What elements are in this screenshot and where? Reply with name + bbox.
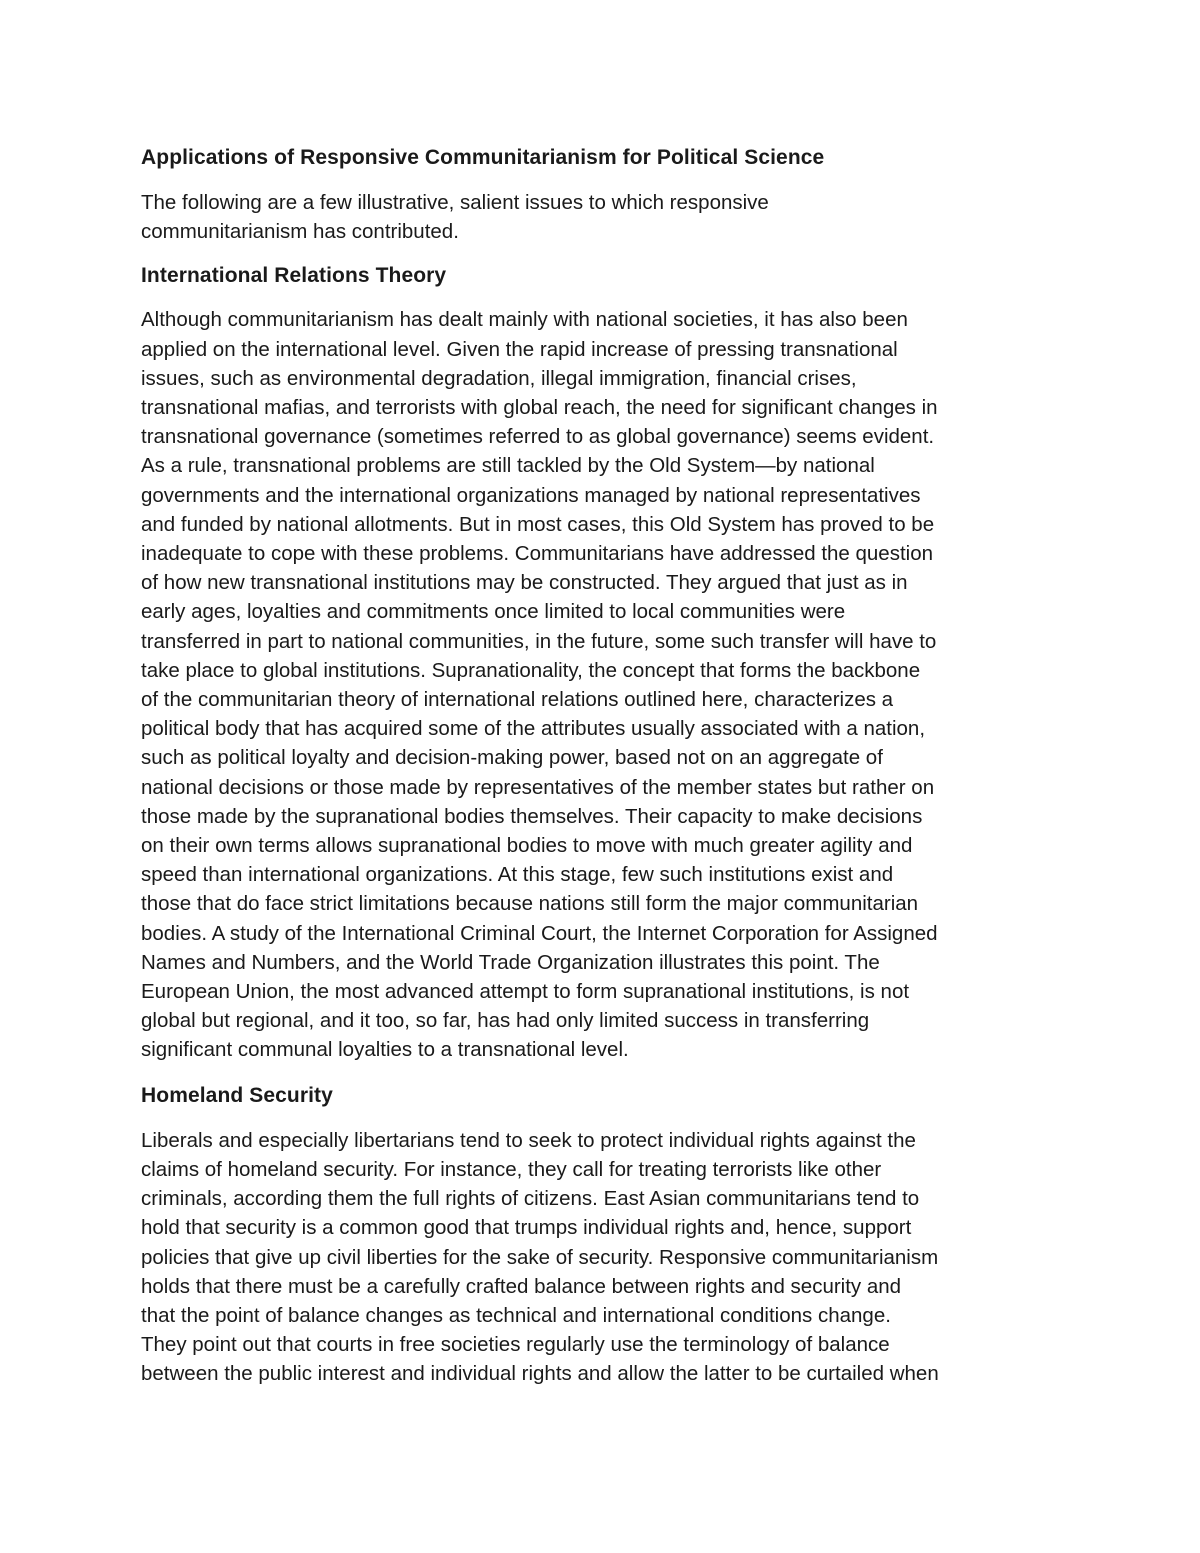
body-text-line: hold that security is a common good that trumps individual rights and, hence, support bbox=[141, 1216, 912, 1240]
body-text-line: criminals, according them the full rights of citizens. East Asian communitarians tend to bbox=[141, 1187, 920, 1211]
body-text-line: holds that there must be a carefully crafted balance between rights and security and bbox=[141, 1274, 902, 1298]
body-text-line: applied on the international level. Given the rapid increase of pressing transnational bbox=[141, 337, 898, 361]
body-text-line: speed than international organizations. At this stage, few such institutions exist and bbox=[141, 863, 894, 887]
body-text-line: and funded by national allotments. But in most cases, this Old System has proved to be bbox=[141, 512, 935, 536]
section-heading-international-relations: International Relations Theory bbox=[141, 264, 447, 288]
body-text-line: claims of homeland security. For instance, they call for treating terrorists like other bbox=[141, 1157, 882, 1181]
body-text-line: transnational governance (sometimes referred to as global governance) seems evident. bbox=[141, 425, 935, 449]
body-text-line: that the point of balance changes as technical and international conditions change. bbox=[141, 1303, 891, 1327]
body-text-line: transferred in part to national communities, in the future, some such transfer will have to bbox=[141, 629, 937, 653]
body-text-line: policies that give up civil liberties for the sake of security. Responsive communitarianism bbox=[141, 1245, 939, 1269]
body-text-line: those made by the supranational bodies themselves. Their capacity to make decisions bbox=[141, 804, 923, 828]
document-content bbox=[141, 143, 1061, 1389]
body-text-line: As a rule, transnational problems are still tackled by the Old System—by national bbox=[141, 454, 875, 478]
body-text-line: political body that has acquired some of the attributes usually associated with a nation, bbox=[141, 717, 926, 741]
body-text-line: between the public interest and individual rights and allow the latter to be curtailed when bbox=[141, 1362, 939, 1386]
body-text-line: bodies. A study of the International Criminal Court, the Internet Corporation for Assigned bbox=[141, 921, 938, 945]
body-text-line: national decisions or those made by representatives of the member states but rather on bbox=[141, 775, 935, 799]
intro-line: The following are a few illustrative, salient issues to which responsive bbox=[141, 191, 769, 214]
body-text-line: Names and Numbers, and the World Trade Organization illustrates this point. The bbox=[141, 950, 880, 974]
body-text-line: governments and the international organizations managed by national representatives bbox=[141, 483, 921, 507]
body-text-line: significant communal loyalties to a transnational level. bbox=[141, 1038, 629, 1062]
section-body-homeland-security bbox=[141, 1126, 1061, 1389]
body-text-line: global but regional, and it too, so far, has had only limited success in transferring bbox=[141, 1009, 870, 1033]
body-text-line: issues, such as environmental degradation, illegal immigration, financial crises, bbox=[141, 366, 857, 390]
body-text-line: European Union, the most advanced attempt to form supranational institutions, is not bbox=[141, 980, 910, 1004]
intro-paragraph bbox=[141, 188, 1061, 246]
body-text-line: of how new transnational institutions may be constructed. They argued that just as in bbox=[141, 571, 908, 595]
intro-line: communitarianism has contributed. bbox=[141, 220, 459, 244]
body-text-line: transnational mafias, and terrorists with global reach, the need for significant changes in bbox=[141, 396, 938, 420]
body-text-line: inadequate to cope with these problems. Communitarians have addressed the question bbox=[141, 542, 934, 566]
body-text-line: early ages, loyalties and commitments once limited to local communities were bbox=[141, 600, 846, 624]
body-text-line: Liberals and especially libertarians tend to seek to protect individual rights against the bbox=[141, 1128, 916, 1152]
body-text-line: such as political loyalty and decision-making power, based not on an aggregate of bbox=[141, 746, 883, 770]
body-text-line: of the communitarian theory of international relations outlined here, characterizes a bbox=[141, 688, 894, 712]
section-heading-homeland-security: Homeland Security bbox=[141, 1083, 333, 1107]
body-text-line: take place to global institutions. Supranationality, the concept that forms the backbone bbox=[141, 658, 921, 682]
document-title: Applications of Responsive Communitarianism for Political Science bbox=[141, 146, 825, 169]
body-text-line: Although communitarianism has dealt mainly with national societies, it has also been bbox=[141, 308, 908, 332]
body-text-line: on their own terms allows supranational bodies to move with much greater agility and bbox=[141, 834, 913, 858]
body-text-line: those that do face strict limitations because nations still form the major communitarian bbox=[141, 892, 919, 916]
body-text-line: They point out that courts in free societies regularly use the terminology of balance bbox=[141, 1333, 890, 1357]
section-body-international-relations bbox=[141, 305, 1061, 1064]
